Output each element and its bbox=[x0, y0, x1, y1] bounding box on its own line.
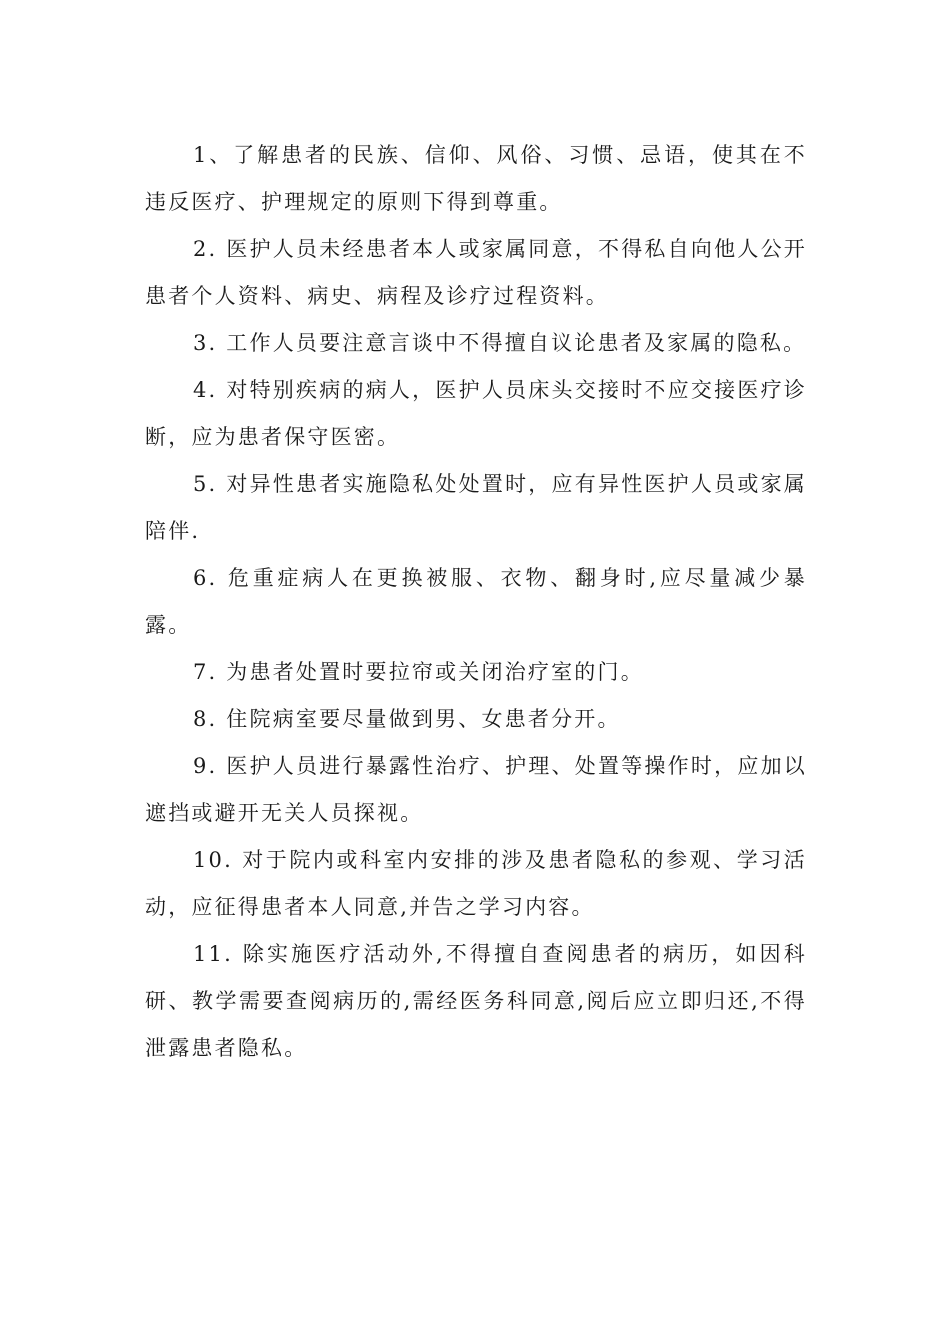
paragraph-2: 2. 医护人员未经患者本人或家属同意，不得私自向他人公开患者个人资料、病史、病程及诊疗过程资料。 bbox=[145, 237, 807, 308]
paragraph-4: 4. 对特别疾病的病人，医护人员床头交接时不应交接医疗诊断，应为患者保守医密。 bbox=[145, 378, 807, 449]
paragraph-6: 6. 危重症病人在更换被服、衣物、翻身时,应尽量减少暴露。 bbox=[145, 566, 807, 637]
paragraph-1: 1、了解患者的民族、信仰、风俗、习惯、忌语，使其在不违反医疗、护理规定的原则下得到尊重。 bbox=[145, 143, 807, 214]
paragraph-7: 7. 为患者处置时要拉帘或关闭治疗室的门。 bbox=[193, 660, 644, 684]
paragraph-3: 3. 工作人员要注意言谈中不得擅自议论患者及家属的隐私。 bbox=[193, 331, 807, 355]
paragraph-8: 8. 住院病室要尽量做到男、女患者分开。 bbox=[193, 707, 621, 731]
paragraph-10: 10. 对于院内或科室内安排的涉及患者隐私的参观、学习活动，应征得患者本人同意,并告之学习内容。 bbox=[145, 848, 807, 919]
paragraph-11: 11. 除实施医疗活动外,不得擅自查阅患者的病历，如因科研、教学需要查阅病历的,需经医务科同意,阅后应立即归还,不得泄露患者隐私。 bbox=[145, 942, 807, 1060]
document-body bbox=[145, 132, 807, 1072]
paragraph-5: 5. 对异性患者实施隐私处处置时，应有异性医护人员或家属陪伴. bbox=[145, 472, 807, 543]
paragraph-9: 9. 医护人员进行暴露性治疗、护理、处置等操作时，应加以遮挡或避开无关人员探视。 bbox=[145, 754, 807, 825]
